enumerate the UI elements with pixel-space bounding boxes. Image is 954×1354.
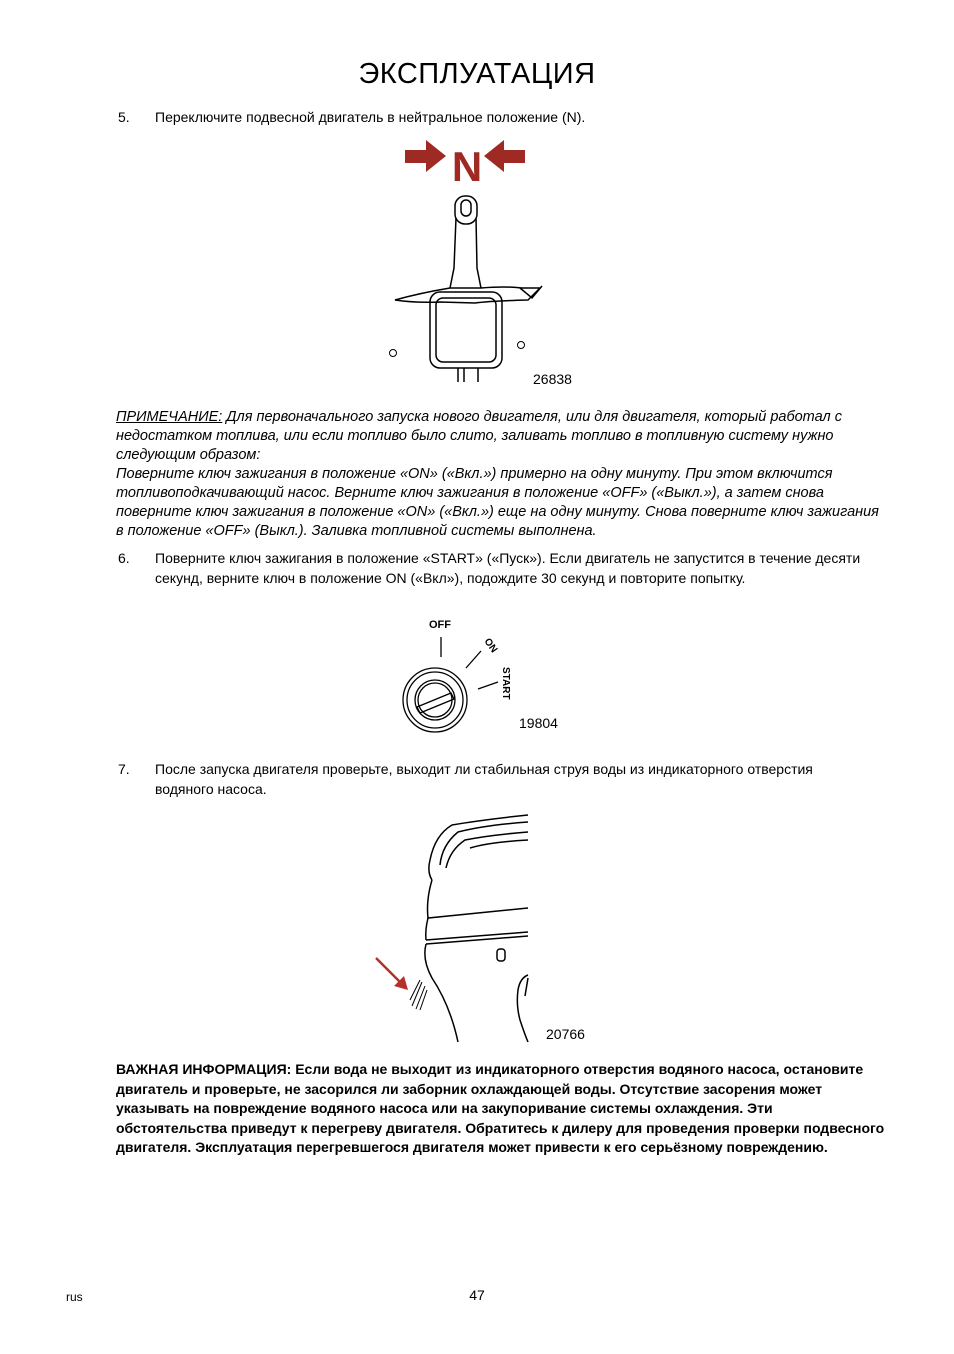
step-7-number: 7. — [118, 761, 130, 777]
figure-id-20766: 20766 — [546, 1026, 585, 1042]
important-label: ВАЖНАЯ ИНФОРМАЦИЯ: — [116, 1061, 292, 1077]
water-stream-icon — [410, 980, 427, 1010]
step-6-number: 6. — [118, 550, 130, 566]
page-number: 47 — [469, 1287, 485, 1303]
step-5-text: Переключите подвесной двигатель в нейтральное положение (N). — [155, 109, 586, 125]
note-text-2: Поверните ключ зажигания в положение «ON» («Вкл.») примерно на одну минуту. При этом включится топливоподкачивающий насос. Верните ключ зажигания в положение «OFF» («Выкл.»), а затем снова поверните ключ зажигания в положение «ON» («Вкл.») еще на одну минуту. Снова поверните ключ зажигания в положение «OFF» (Выкл.). Заливка топливной системы выполнена. — [116, 466, 879, 539]
ignition-switch-figure — [395, 615, 535, 740]
important-text: Если вода не выходит из индикаторного отверстия водяного насоса, остановите двигатель и проверьте, не засорился ли заборник охлаждающей воды. Отсутствие засорения может указывать на повреждение водяного насоса или на закупоривание системы охлаждения. Эти обстоятельства приведут к перегреву двигателя. Обратитесь к дилеру для проведения проверки подвесного двигателя. Эксплуатация перегревшегося двигателя может привести к его серьёзному повреждению. — [116, 1061, 885, 1155]
key-start-label: START — [500, 667, 511, 700]
key-off-label: OFF — [429, 619, 451, 631]
note-block — [116, 408, 886, 541]
step-5-number: 5. — [118, 109, 130, 125]
important-block — [116, 1060, 886, 1158]
telltale-arrow-icon — [376, 958, 408, 990]
key-on-label: ON — [481, 636, 500, 656]
step-7-text: После запуска двигателя проверьте, выходит ли стабильная струя воды из индикаторного отверстия водяного насоса. — [155, 761, 813, 797]
note-label: ПРИМЕЧАНИЕ: — [116, 409, 223, 425]
engine-telltale-figure — [370, 810, 535, 1045]
step-6-text: Поверните ключ зажигания в положение «START» («Пуск»). Если двигатель не запустится в течение десяти секунд, верните ключ в положение ON («Вкл»), подождите 30 секунд и повторите попытку. — [155, 550, 861, 586]
shift-lever-icon — [395, 196, 542, 382]
left-arrow-icon — [484, 140, 525, 172]
key-switch-icon — [403, 637, 498, 732]
footer-language: rus — [66, 1290, 83, 1304]
figure-id-26838: 26838 — [533, 371, 572, 387]
outboard-engine-icon — [425, 815, 528, 1042]
right-arrow-icon — [405, 140, 446, 172]
figure-id-19804: 19804 — [519, 715, 558, 731]
shift-lever-figure — [380, 138, 580, 388]
note-text-1: Для первоначального запуска нового двигателя, или для двигателя, который работал с недостатком топлива, или если топливо было слито, заливать топливо в топливную систему нужно следующим образом: — [116, 409, 842, 463]
page-title: ЭКСПЛУАТАЦИЯ — [358, 58, 596, 90]
neutral-n-label: N — [451, 143, 483, 190]
